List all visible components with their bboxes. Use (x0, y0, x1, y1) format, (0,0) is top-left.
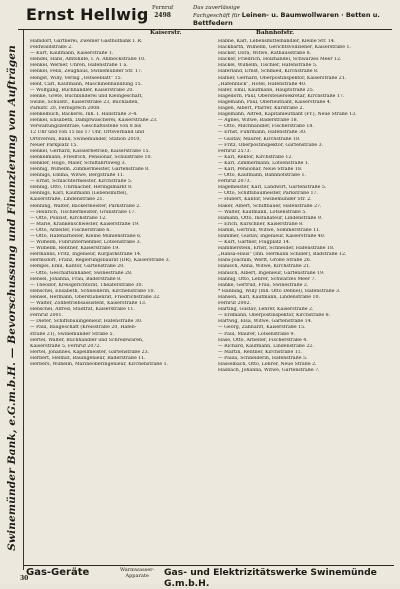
directory-entry: Henkelmann, Friedrich, Pensionär, Schulstraße 10. (30, 154, 152, 160)
directory-entry: — Paul, Baugeschäft (Kreisstraße 20, Hafen- (30, 325, 137, 331)
directory-entry: Herbers, Wilhelm, Marineoberingenieur, Kirchenstraße 1. (30, 361, 169, 367)
directory-entry: — Gustav, Maurer, Kirchstraße 18. (218, 136, 301, 142)
directory-entry: 12 Uhr und von 15 bis 17 Uhr, Ortsverband und (30, 130, 145, 136)
directory-entry: Parkstr. 20, Fernsprech 2008. (30, 106, 101, 112)
directory-entry: Haker, Albert, Schiffbauer, Hafenstraße 27. (218, 203, 322, 209)
vertical-rule (23, 30, 24, 570)
directory-entry: Hertel, Walter, Buchhändler und Schreibwaren, (30, 337, 144, 343)
directory-entry: Swine, Schulstr., Kaiserstraße 23, Buchladen, (30, 99, 139, 105)
directory-entry: Fernruf 2002. (218, 301, 251, 307)
directory-entry: — Richard, Kaufmann, Lindenstraße 22. (218, 343, 314, 349)
directory-entry: Henkelbuch, Bäckerei, Inh. I. Hallstraße 3–4. (30, 112, 138, 118)
directory-entry: — Georg, Zahnarzt, Kaiserstraße 15. (218, 325, 306, 331)
page-number: 30 (20, 575, 29, 582)
bottom-ad-middle-line1: Warmwasser- (120, 567, 155, 573)
directory-entry: Fernruf 2001. (30, 313, 63, 319)
advertiser-name: Ernst Hellwig (26, 5, 149, 24)
directory-entry: Haferland, Ernst, Schmied, Kirchstraße 8. (218, 69, 319, 75)
directory-entry: Hacker, Friedrich, Holzhandel, Schwarzes Meer 12. (218, 57, 342, 63)
directory-entry: Hennig, Otto, Uhrmacher, Heringsmarkt 8. (30, 185, 133, 191)
directory-entry: — Fritz, Oberpostinspektor, Gartenstraße 3. (218, 142, 324, 148)
directory-entry: — Dieter, Schiffsbauingenieur, Hafenstraße 30. (30, 319, 143, 325)
directory-entry: „Hafenblick“, Hotel, Hafenstraße 40. (218, 81, 307, 87)
directory-entry: Henkler, Hugo, Maler, Schiffahrtsweg 3. (30, 160, 126, 166)
directory-entry: — Wolfgang, Buchhändler, Kaiserstraße 20. (30, 87, 134, 93)
left-column (30, 39, 210, 368)
directory-entry: Hanisch, Albert, Ingenieur, Gartenstraße 19. (218, 270, 325, 276)
directory-entry: — Ernst, Schlachtermeister, Kirchstraße 5. (30, 179, 133, 185)
directory-entry: Henkel, Elisabeth, Dampfwäscherei, Kaiserstraße 23. (30, 118, 158, 124)
directory-entry: Henkel, Felix, Zeughaus, Swinemünder Str. 17. (30, 69, 143, 75)
directory-entry: Hartwig, Elsa, Witwe, Gartenstraße 14. (218, 319, 313, 325)
directory-entry: Harting, Gustav, Lehrer, Kaiserstraße 2. (218, 307, 314, 313)
directory-entry: Hempel, Emil, Kantor, Gartenstraße 20. (30, 264, 125, 270)
directory-entry: Hagen, Albert, Pfarrer, Kurstraße 2. (218, 106, 304, 112)
directory-entry: — Paula, Schneiderin, Hafenstraße 5. (218, 355, 308, 361)
street-header-right: Bahnhofstr. (256, 30, 295, 36)
directory-entry: Hannig, Otto, Lehrer, Schwarzes Meer 7. (218, 276, 317, 282)
directory-entry: — Otto, Polizist, Kirchstraße 12. (30, 215, 107, 221)
directory-entry: Hans-Joachim, Werft, Große Straße 26. (218, 258, 312, 264)
directory-entry: Henkel, Gerhard, Kassierbetrieb, Kaiserstraße 15. (30, 148, 150, 154)
side-bank-banner (1, 32, 22, 564)
directory-entry: — Erich, Kürschner, Kaiserstraße 8. (218, 221, 304, 227)
directory-entry: Hammer, Gustav, Ingenieur, Kaiserstraße 40. (218, 234, 326, 239)
tagline-goods: Leinen- u. Baumwollwaren · Betten u. Bettfedern (193, 11, 380, 27)
tagline-line1: Das zuverlässige (193, 5, 240, 11)
directory-entry: — Theodor, Kreisgerichtsrat, Theaterstraße 30. (30, 282, 144, 288)
directory-entry: Hasbach, Johanna, Witwe, Gartenstraße 7. (218, 368, 320, 374)
directory-entry: — Marie, Krankenschwester, Kaiserstraße 19. (30, 221, 140, 227)
directory-entry: — Otto, Kaufmann, Bahnhofstraße 1. (218, 173, 306, 179)
directory-entry: — Paul, Maurer, Lotsenstraße 9. (218, 331, 295, 337)
directory-entry: — Otto, Arbeiter, Fischerstraße 6. (30, 227, 111, 233)
directory-entry: Kaiserstraße 5, Fernruf 2072. (30, 343, 101, 349)
directory-entry: Hamm, Gertrud, Witwe, Sommerstraße 11. (218, 227, 321, 233)
directory-entry: Hendel, Hans, Amtshilfe, I. A. Ahlbeckstraße 10. (30, 57, 146, 63)
directory-entry: — Hubert, Kantor, Swinemünder Str. 2. (218, 197, 312, 203)
right-column (218, 39, 394, 374)
directory-entry: — Kurt, Gärtner, Flugplatz 14. (218, 240, 291, 246)
directory-entry: Hagemann, Paul, Oberleutnant, Kaiserstraße 4. (218, 99, 332, 105)
directory-entry: — Otto, Milchhändler, Fischerstraße 18. (218, 124, 314, 130)
directory-entry: Habbe, Karl, Lebensmittelhändler, Kleine Str. 14. (218, 39, 336, 44)
directory-entry: — Walter, Zollbetriebsassistent, Kaiserstraße 13. (30, 301, 147, 307)
directory-entry: Henkel, Werner, Uhren, Hafenstraße 1 a. (30, 63, 128, 69)
directory-entry: — Karl, Rektor, Kirchstraße 12. (218, 154, 293, 160)
directory-entry: Neuer Parkplatz 15. (30, 142, 78, 148)
directory-entry: Kaiserstraße, Lindenstraße 21. (30, 197, 105, 203)
street-header-left: Kaiserstr. (150, 30, 182, 36)
directory-entry: — Walter, Kaufmann, Lotsenstraße 5. (218, 209, 307, 215)
directory-entry: — Ernst, Fuhrmann, Hafenstraße 30. (218, 130, 307, 136)
directory-entry: Hammerstein, Ernst, Schneider, Hafenstraße 18. (218, 246, 335, 252)
directory-entry: Hamdorf, Gärtnerei, Zweiner Gasthofbank I. R. (30, 39, 143, 44)
directory-entry: Hanisch, Anna, Witwe, Kirchstraße 21. (218, 264, 311, 270)
directory-entry: Hagedorn, Paul, Obersteuersekretär, Kirchstraße 17. (218, 93, 345, 99)
directory-entry: — Otto, Hafenarbeiter, Kleine Mühlenstraße 6. (30, 234, 142, 239)
directory-entry: Ortsverein, Bank, Swinemünder, Station 2010, (30, 136, 141, 142)
directory-entry: Hengst, Willy, Verlag „Ostseeblatt“ 15. (30, 75, 123, 81)
directory-entry: „Hansa-Haus“ (Inh. Hermann Schiller), Badstraße 12. (218, 252, 347, 258)
directory-entry: — Karl, Pensionär, Neue Straße 18. (218, 166, 303, 172)
directory-entry: Hasselbach, Otto, Lehrer, Neue Straße 2. (218, 361, 317, 367)
bottom-advertisement (24, 565, 394, 589)
directory-entry: Hermsdorf, Franz, Regierungsbaurat (DR), Kaiserstraße 3. (30, 258, 171, 264)
directory-entry: Hamann, Otto, Installateur, Lindenstraße 9. (218, 215, 323, 221)
directory-entry: Hensel, Hermann, Oberstudienrat, Friedrichstraße 32. (30, 294, 161, 300)
directory-entry: — Karl, Zimmermann, Lotsenstraße 1. (218, 160, 310, 166)
phone-label: Fernruf (152, 5, 174, 11)
bottom-ad-middle-line2: Apparate (125, 573, 149, 579)
tagline-line2: Fachgeschäft für (193, 13, 241, 19)
directory-entry: Fernruf 2573. (218, 148, 251, 154)
bottom-ad-middle (120, 567, 154, 579)
directory-entry: Hermanns, Fritz, Ingenieur, Kurparkstraße 14. (30, 252, 142, 258)
directory-entry: Henning, Walter, Bäckermeister, Parkstraße 2. (30, 203, 141, 209)
directory-entry: — Martin, Rentner, Kirchstraße 11. (218, 349, 303, 355)
directory-entry: Hennig, Wilhelm, Zimmermeister, Gartenstraße 8. (30, 166, 150, 172)
directory-entry: Hensel, Johanna, Frau, Bäderstraße 8. (30, 276, 122, 282)
directory-entry: Verwaltungszentrale, Geschäftsstelle von 8 bis (30, 124, 142, 130)
directory-entry: Hacker, Dora, Witwe, Rathausstraße 8. (218, 51, 312, 57)
directory-entry: Hanke, Gertrud, Frau, Swinestraße 2. (218, 282, 309, 288)
directory-entry: Hackbarth, Wilhelm, Gerichtsvollzieher, Kaiserstraße 1. (218, 45, 352, 51)
directory-entry: Hagemeister, Karl, Landwirt, Gartenstraße 5. (218, 185, 327, 191)
advertiser-tagline (193, 5, 392, 28)
directory-entry: — Wilhelm, Rentner, Kaiserstraße 19. (30, 246, 120, 252)
directory-entry: Fernruf 2073. (218, 179, 251, 185)
directory-entry: — Otto, Geschäftsinhaber, Swinestraße 28. (30, 270, 133, 276)
directory-entry: Hennigs, Emma, Witwe, Bergstraße 11. (30, 173, 125, 179)
top-advertisement (18, 2, 392, 30)
directory-entry: — Agnes, Witwe, Bäderstraße 18. (218, 118, 299, 124)
directory-entry: straße 21), Swinemünder Straße 5. (30, 331, 114, 337)
bottom-ad-left: Gas-Geräte (26, 567, 90, 578)
directory-entry: Henschel, Alfred, Stadtrat, Kaiserstraße 11. (30, 307, 135, 313)
directory-entry: Hertel, Johannes, Kapellmeister, Gartenstraße 23. (30, 349, 150, 355)
directory-entry: Hafer, Emil, Kaufmann, Hauptstraße 25. (218, 87, 315, 93)
directory-entry: — Erdmann, Oberpostinspektor, Kirchstraße 8. (218, 313, 331, 319)
directory-entry: Feldwaldstraße 2. (30, 45, 73, 51)
directory-entry: — Heinrich, Tischlermeister, Grünstraße 17. (30, 209, 136, 215)
directory-entry: Hafner, Gerhard, Oberpostinspektor, Kaiserstraße 21. (218, 75, 347, 81)
directory-entry: Henf, Carl, Kaufmann, Maschinenhandlung 15. (30, 81, 143, 87)
directory-entry: Hase, Otto, Arbeiter, Fischerstraße 4. (218, 337, 308, 343)
phone-number: 2498 (154, 12, 171, 19)
directory-entry: — Otto, Schiffsbaumeister, Parkstraße 17. (218, 191, 318, 197)
directory-entry: * Hanning, Willy (Inh. Otto Dehnel), Hafenstraße 3. (218, 288, 341, 294)
directory-entry: Hennigs, Karl, Kaufmann (Lebensmittel), (30, 191, 128, 197)
directory-entry: Hansen, Karl, Kaufmann, Lindenstraße 10. (218, 294, 321, 300)
directory-entry: Herbert, Helmut, Bauingenieur, Bäderstraße 11. (30, 355, 146, 361)
directory-entry: Henke, Grete, Buchbinderei und Kleingeschäft, (30, 93, 143, 99)
side-banner-text: Swinemünder Bank, e.G.m.b.H. — Bevorschussung und Finanzierung von Aufträgen (5, 45, 18, 551)
directory-entry: Henschel, Elisabeth, Schneiderin, Kirchenstraße 10. (30, 288, 155, 294)
directory-entry: Hagemann, Alfred, Kapitänleutnant (Fr.), Neue Straße 13. (218, 112, 357, 118)
directory-entry: — Wilhelm, Fuhrunternehmer, Lotsenstraße 3. (30, 240, 142, 246)
directory-entry: — Kurt, Kaufmann, Kaiserstraße 1. (30, 51, 114, 57)
advertiser-phone (152, 5, 173, 20)
bottom-ad-right: Gas- und Elektrizitätswerke Swinemünde G.m.b.H. (164, 567, 377, 589)
directory-entry: Hackel, Wilhelm, Tischler, Hafenstraße 5. (218, 63, 318, 69)
